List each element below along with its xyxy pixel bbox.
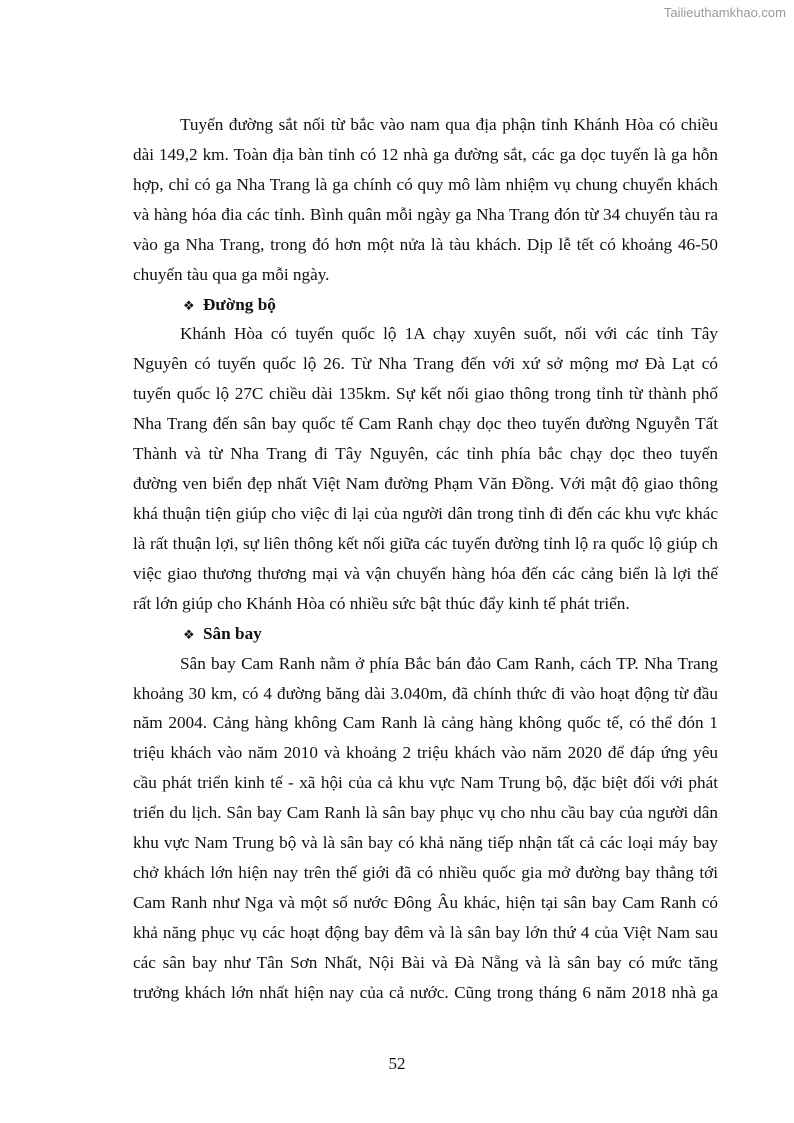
watermark: Tailieuthamkhao.com bbox=[663, 5, 786, 20]
diamond-bullet-icon: ❖ bbox=[183, 297, 195, 313]
text-line: chở khách lớn hiện nay trên thế giới đã có nhiều quốc gia mở đường bay thẳng tới bbox=[133, 863, 718, 883]
section-heading bbox=[133, 619, 718, 649]
text-line: chuyến tàu qua ga mỗi ngày. bbox=[133, 264, 330, 284]
text-line: việc giao thương thương mại và vận chuyển hàng hóa đến các cảng biển là lợi thế bbox=[133, 563, 718, 583]
heading-text: Đường bộ bbox=[203, 294, 276, 314]
text-line: Thành và từ Nha Trang đi Tây Nguyên, các tỉnh phía bắc chạy dọc theo tuyến bbox=[133, 444, 718, 464]
paragraph bbox=[133, 110, 718, 290]
text-line: triển du lịch. Sân bay Cam Ranh là sân bay phục vụ cho nhu cầu bay của người dân bbox=[133, 803, 718, 823]
text-line: dài 149,2 km. Toàn địa bàn tỉnh có 12 nhà ga đường sắt, các ga dọc tuyến là ga hỗn bbox=[133, 144, 718, 164]
text-line: năm 2004. Cảng hàng không Cam Ranh là cảng hàng không quốc tế, có thể đón 1 bbox=[133, 713, 718, 733]
text-line: cầu phát triển kinh tế - xã hội của cả khu vực Nam Trung bộ, đặc biệt đối với phát bbox=[133, 773, 718, 793]
text-line: khoảng 30 km, có 4 đường băng dài 3.040m, đã chính thức đi vào hoạt động từ đầu bbox=[133, 683, 718, 703]
text-line: Nha Trang đến sân bay quốc tế Cam Ranh chạy dọc theo tuyến đường Nguyễn Tất bbox=[133, 414, 718, 434]
text-line: rất lớn giúp cho Khánh Hòa có nhiều sức bật thúc đẩy kinh tế phát triển. bbox=[133, 593, 630, 613]
text-line: Khánh Hòa có tuyến quốc lộ 1A chạy xuyên suốt, nối với các tỉnh Tây bbox=[180, 324, 718, 344]
text-line: Cam Ranh như Nga và một số nước Đông Âu khác, hiện tại sân bay Cam Ranh có bbox=[133, 892, 718, 912]
heading-text: Sân bay bbox=[203, 623, 262, 643]
paragraph bbox=[133, 319, 718, 618]
text-line: là rất thuận lợi, sự liên thông kết nối giữa các tuyến đường tỉnh lộ ra quốc lộ giúp ch bbox=[133, 533, 718, 553]
page-number: 52 bbox=[388, 1054, 406, 1073]
text-line: và hàng hóa đia các tỉnh. Bình quân mỗi ngày ga Nha Trang đón từ 34 chuyến tàu ra bbox=[133, 204, 718, 224]
text-line: trưởng khách lớn nhất hiện nay của cả nước. Cũng trong tháng 6 năm 2018 nhà ga bbox=[133, 982, 718, 1002]
text-line: khả năng phục vụ các hoạt động bay đêm và là sân bay lớn thứ 4 của Việt Nam sau bbox=[133, 922, 718, 942]
text-line: tuyến quốc lộ 27C chiều dài 135km. Sự kết nối giao thông trong tỉnh từ thành phố bbox=[133, 384, 718, 404]
text-line: hợp, chỉ có ga Nha Trang là ga chính có quy mô làm nhiệm vụ chung chuyển khách bbox=[133, 174, 718, 194]
text-line: khu vực Nam Trung bộ và là sân bay có khả năng tiếp nhận tất cả các loại máy bay bbox=[133, 833, 718, 853]
text-line: các sân bay như Tân Sơn Nhất, Nội Bài và Đà Nẵng và là sân bay có mức tăng bbox=[133, 952, 718, 972]
document-body bbox=[133, 110, 718, 1008]
paragraph bbox=[133, 649, 718, 1008]
text-line: Tuyến đường sắt nối từ bắc vào nam qua địa phận tỉnh Khánh Hòa có chiều bbox=[180, 115, 718, 134]
text-line: Nguyên có tuyến quốc lộ 26. Từ Nha Trang đến với xứ sở mộng mơ Đà Lạt có bbox=[133, 354, 718, 374]
text-line: khá thuận tiện giúp cho việc đi lại của người dân trong tỉnh đi đến các khu vực khác bbox=[133, 503, 718, 523]
text-line: đường ven biển đẹp nhất Việt Nam đường Phạm Văn Đồng. Với mật độ giao thông bbox=[133, 474, 718, 494]
section-heading bbox=[133, 290, 718, 320]
text-line: Sân bay Cam Ranh nằm ở phía Bắc bán đảo Cam Ranh, cách TP. Nha Trang bbox=[180, 653, 718, 673]
diamond-bullet-icon: ❖ bbox=[183, 626, 195, 642]
text-line: vào ga Nha Trang, trong đó hơn một nửa là tàu khách. Dịp lễ tết có khoảng 46-50 bbox=[133, 234, 718, 254]
text-line: triệu khách vào năm 2010 và khoảng 2 triệu khách vào năm 2020 để đáp ứng yêu bbox=[133, 743, 718, 763]
